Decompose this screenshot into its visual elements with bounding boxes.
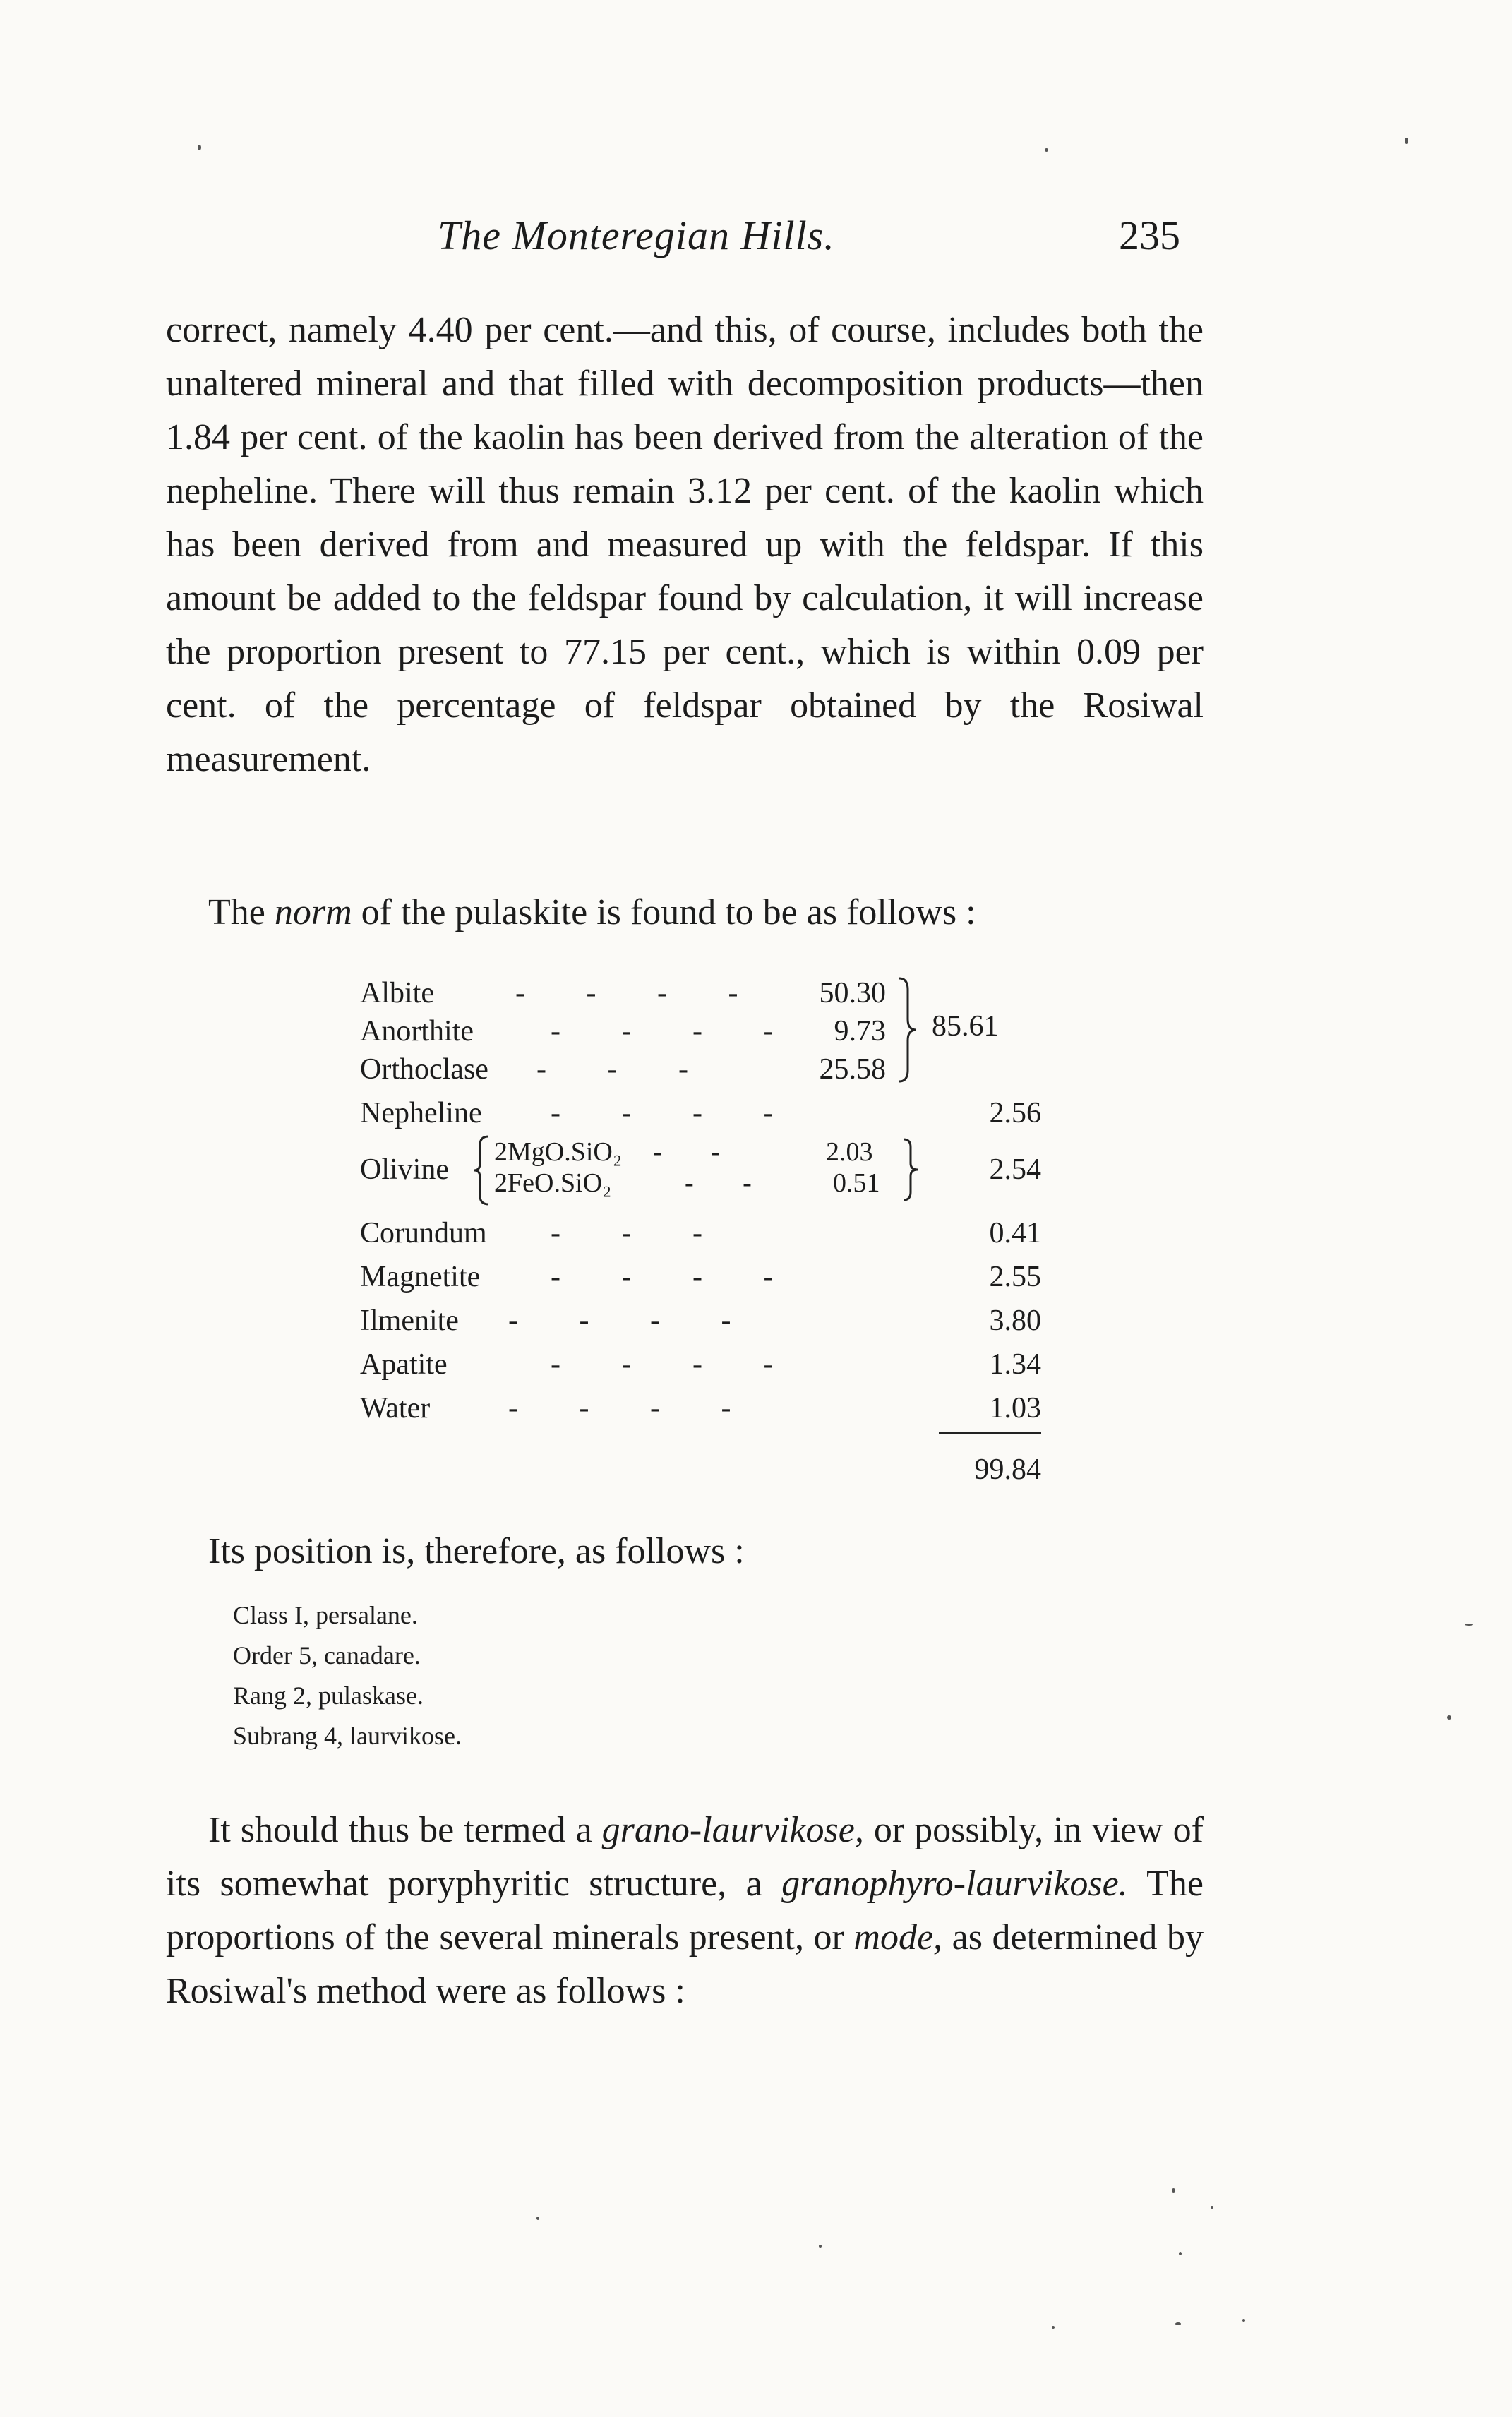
- paragraph-4-part: The proportions of the several minerals present, or: [166, 1864, 1204, 1957]
- brace-olivine-close: [902, 1138, 919, 1201]
- leader-dots: - -: [653, 1137, 741, 1167]
- mineral-total: 1.03: [989, 1392, 1041, 1425]
- brace-olivine-open: [473, 1135, 490, 1206]
- paragraph-4-italic: mode,: [853, 1917, 943, 1957]
- paragraph-2-after: of the pulaskite is found to be as follows :: [352, 892, 976, 932]
- table-row: [360, 1094, 1066, 1132]
- leader-dots: - - - -: [551, 1348, 800, 1381]
- paragraph-1-text: correct, namely 4.40 per cent.—and this, of course, includes both the unaltered mineral and that filled with decomposition products—then 1.84 per cent. of the kaolin has been derived from the alteration of the nepheline. There will thus remain 3.12 per cent. of the kaolin which has been derived from and measured up with the feldspar. If this amount be added to the feldspar found by calculation, it will increase the proportion present to 77.15 per cent., which is within 0.09 per cent. of the percentage of feldspar obtained by the Rosiwal measurement.: [166, 310, 1204, 779]
- leader-dots: - - -: [551, 1217, 729, 1249]
- leader-dots: - - - -: [551, 1015, 800, 1048]
- position-list: [233, 1595, 462, 1756]
- list-item: Rang 2, pulaskase.: [233, 1681, 424, 1710]
- mineral-name: Orthoclase: [360, 1053, 488, 1086]
- table-row: [360, 1302, 1066, 1340]
- scan-speck: [1405, 138, 1408, 144]
- page-number: 235: [1119, 212, 1180, 258]
- paragraph-4: [166, 1804, 1204, 2018]
- table-row: [360, 1389, 1066, 1427]
- list-item: Subrang 4, laurvikose.: [233, 1722, 462, 1750]
- mineral-value: 9.73: [834, 1015, 886, 1048]
- mineral-name: Ilmenite: [360, 1305, 459, 1337]
- olivine-value-2: 0.51: [833, 1168, 880, 1198]
- scan-speck: [1052, 2326, 1055, 2329]
- mineral-total: 3.80: [989, 1305, 1041, 1337]
- mineral-name: Nepheline: [360, 1097, 482, 1129]
- mineral-name: Olivine: [360, 1153, 449, 1186]
- feldspar-group-total: 85.61: [932, 1010, 999, 1043]
- running-title: The Monteregian Hills.: [438, 212, 835, 258]
- paragraph-4-part: It should thus be termed a: [208, 1810, 602, 1850]
- mineral-name: Corundum: [360, 1217, 487, 1249]
- leader-dots: - - -: [536, 1053, 715, 1086]
- table-row: [360, 1345, 1066, 1384]
- paragraph-3-text: Its position is, therefore, as follows :: [208, 1531, 745, 1571]
- mineral-name: Albite: [360, 977, 434, 1009]
- leader-dots: - -: [685, 1168, 773, 1198]
- paragraph-4-part: or possibly, in view of its somewhat poryphyritic structure, a: [166, 1810, 1204, 1904]
- table-row: [360, 974, 1066, 1012]
- scan-speck: [1172, 2188, 1175, 2193]
- olivine-formula-1: 2MgO.SiO₂: [494, 1137, 623, 1167]
- paragraph-4-part: as determined by Rosiwal's method were as follows :: [166, 1917, 1204, 2011]
- paragraph-4-italic: granophyro-laurvikose.: [781, 1864, 1128, 1904]
- list-item: Class I, persalane.: [233, 1601, 418, 1629]
- leader-dots: - - - -: [508, 1305, 758, 1337]
- page-header: [0, 212, 1512, 261]
- paragraph-2-before: The: [208, 892, 275, 932]
- paragraph-4-text: [166, 1804, 1204, 2018]
- olivine-formula-2: 2FeO.SiO₂: [494, 1168, 612, 1198]
- scan-speck: [1465, 1624, 1473, 1626]
- mineral-name: Apatite: [360, 1348, 448, 1381]
- sum-rule: [939, 1432, 1041, 1434]
- mineral-name: Anorthite: [360, 1015, 474, 1048]
- list-item: Order 5, canadare.: [233, 1641, 421, 1669]
- mineral-total: 0.41: [989, 1217, 1041, 1249]
- mineral-total: 1.34: [989, 1348, 1041, 1381]
- table-row: [360, 1258, 1066, 1296]
- scan-speck: [1447, 1715, 1451, 1720]
- leader-dots: - - - -: [551, 1261, 800, 1293]
- mineral-name: Water: [360, 1392, 431, 1425]
- table-row: [360, 1214, 1066, 1252]
- paragraph-1: [166, 304, 1204, 786]
- table-row: [360, 1050, 1066, 1088]
- mineral-total: 2.54: [989, 1153, 1041, 1186]
- scan-speck: [819, 2245, 822, 2248]
- scan-speck: [1045, 148, 1048, 152]
- scan-speck: [1179, 2252, 1182, 2255]
- brace-feldspar: [896, 977, 918, 1083]
- mineral-total: 2.56: [989, 1097, 1041, 1129]
- scan-speck: [536, 2217, 539, 2220]
- mineral-name: Magnetite: [360, 1261, 481, 1293]
- leader-dots: - - - -: [551, 1097, 800, 1129]
- mineral-value: 50.30: [819, 977, 886, 1009]
- total-row: [360, 1451, 1066, 1489]
- scan-speck: [198, 145, 201, 150]
- olivine-value-1: 2.03: [826, 1137, 873, 1167]
- leader-dots: - - - -: [508, 1392, 758, 1425]
- mineral-value: 25.58: [819, 1053, 886, 1086]
- paragraph-3: [166, 1525, 1204, 1578]
- paragraph-2: [166, 886, 1204, 940]
- paragraph-4-italic: grano-laurvikose,: [601, 1810, 864, 1850]
- scan-speck: [1242, 2319, 1245, 2322]
- grand-total: 99.84: [974, 1453, 1041, 1486]
- paragraph-2-text: [166, 886, 1204, 940]
- scan-speck: [1211, 2206, 1213, 2209]
- scan-speck: [1175, 2322, 1181, 2325]
- mineral-total: 2.55: [989, 1261, 1041, 1293]
- paragraph-2-italic: norm: [274, 892, 352, 932]
- leader-dots: - - - -: [515, 977, 765, 1009]
